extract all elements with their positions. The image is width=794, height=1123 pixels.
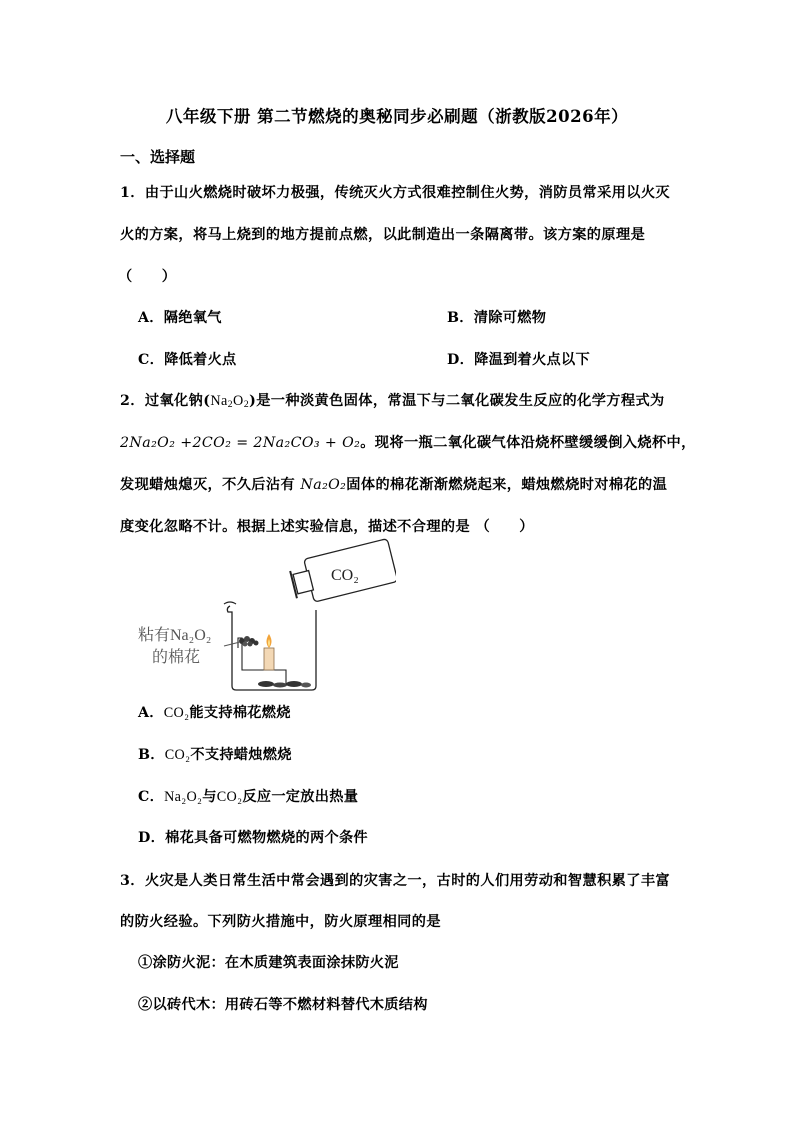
q2-stem-line2: [120, 432, 696, 452]
page-title: 八年级下册 第二节燃烧的奥秘同步必刷题（浙教版2026年）: [165, 107, 629, 126]
q2-option-c[interactable]: [138, 786, 358, 806]
q3-stem-line2: 的防火经验。下列防火措施中，防火原理相同的是: [120, 914, 441, 930]
q2-inline-formula: Na₂O₂: [300, 477, 347, 493]
q2-chem-formula: $Na_2O_2$: [210, 393, 250, 410]
q3-item-2: ②以砖代木：用砖石等不燃材料替代木质结构: [138, 997, 428, 1013]
q2-option-a[interactable]: [138, 702, 291, 722]
q1-option-b[interactable]: B．清除可燃物: [447, 310, 547, 326]
beaker-bottom-residue: [258, 681, 311, 688]
option-text: 不支持蜡烛燃烧: [190, 747, 292, 763]
option-text: 能支持棉花燃烧: [189, 705, 291, 721]
q2-option-d[interactable]: D．棉花具备可燃物燃烧的两个条件: [138, 830, 368, 846]
q1-stem-line2: 火的方案，将马上烧到的地方提前点燃，以此制造出一条隔离带。该方案的原理是: [120, 227, 646, 243]
q1-stem-line1: 1．由于山火燃烧时破坏力极强，传统灭火方式很难控制住火势，消防员常采用以火灭: [120, 185, 671, 201]
q2-stem-text: 发现蜡烛熄灭，不久后沾有: [120, 477, 301, 493]
q1-option-c[interactable]: C．降低着火点: [138, 352, 237, 368]
candle-body: [264, 648, 274, 670]
q3-item-1: ①涂防火泥：在木质建筑表面涂抹防火泥: [138, 955, 399, 971]
chem-na: Na: [210, 393, 228, 409]
option-text: 反应一定放出热量: [242, 789, 359, 805]
q2-stem-text: 。现将一瓶二氧化碳气体沿烧杯壁缓缓倒入烧杯中，: [360, 435, 696, 451]
cotton-label-line2: 的棉花: [152, 649, 201, 666]
q2-stem-text-tail: )是一种淡黄色固体，常温下与二氧化碳发生反应的化学方程式为: [249, 393, 665, 409]
option-text: 与: [202, 789, 217, 805]
chem-formula: Na₂O₂: [164, 789, 203, 805]
section-heading: 一、选择题: [120, 148, 196, 166]
candle: [264, 634, 274, 670]
q2-stem-line3: [120, 474, 667, 494]
chem-formula: CO₂: [164, 747, 191, 763]
cotton-dot: [254, 641, 259, 646]
option-letter: A．: [138, 705, 164, 721]
experiment-diagram: [126, 538, 396, 698]
q2-option-b[interactable]: [138, 744, 292, 764]
cotton-dot: [248, 642, 253, 647]
q2-stem-line4: 度变化忽略不计。根据上述实验信息，描述不合理的是 （ ）: [120, 519, 534, 535]
chem-formula: CO₂: [216, 789, 243, 805]
co2-bottle-label: CO₂: [331, 567, 359, 584]
beaker-lip: [224, 602, 236, 604]
residue: [301, 683, 311, 688]
q2-stem-line1: [120, 390, 665, 410]
q1-answer-bracket: （ ）: [118, 269, 177, 285]
cotton-dot: [243, 642, 248, 647]
q2-stem-text: 2．过氧化钠(: [120, 393, 211, 409]
q3-stem-line1: 3．火灾是人类日常生活中常会遇到的灾害之一，古时的人们用劳动和智慧积累了丰富: [120, 873, 671, 889]
q1-option-a[interactable]: A．隔绝氧气: [138, 310, 222, 326]
option-letter: B．: [138, 747, 165, 763]
chem-formula: CO₂: [163, 705, 190, 721]
q2-equation: 2Na₂O₂ +2CO₂ = 2Na₂CO₃ + O₂: [120, 435, 361, 451]
q2-stem-text-tail: 固体的棉花渐渐燃烧起来，蜡烛燃烧时对棉花的温: [346, 477, 668, 493]
chem-o: O: [233, 393, 244, 409]
option-letter: C．: [138, 789, 165, 805]
co2-bottle: [288, 539, 396, 606]
cotton-label-line1: 粘有Na₂O₂: [138, 627, 212, 644]
residue: [273, 683, 287, 688]
q1-option-d[interactable]: D．降温到着火点以下: [447, 352, 590, 368]
residue: [286, 681, 302, 687]
residue: [258, 681, 274, 687]
